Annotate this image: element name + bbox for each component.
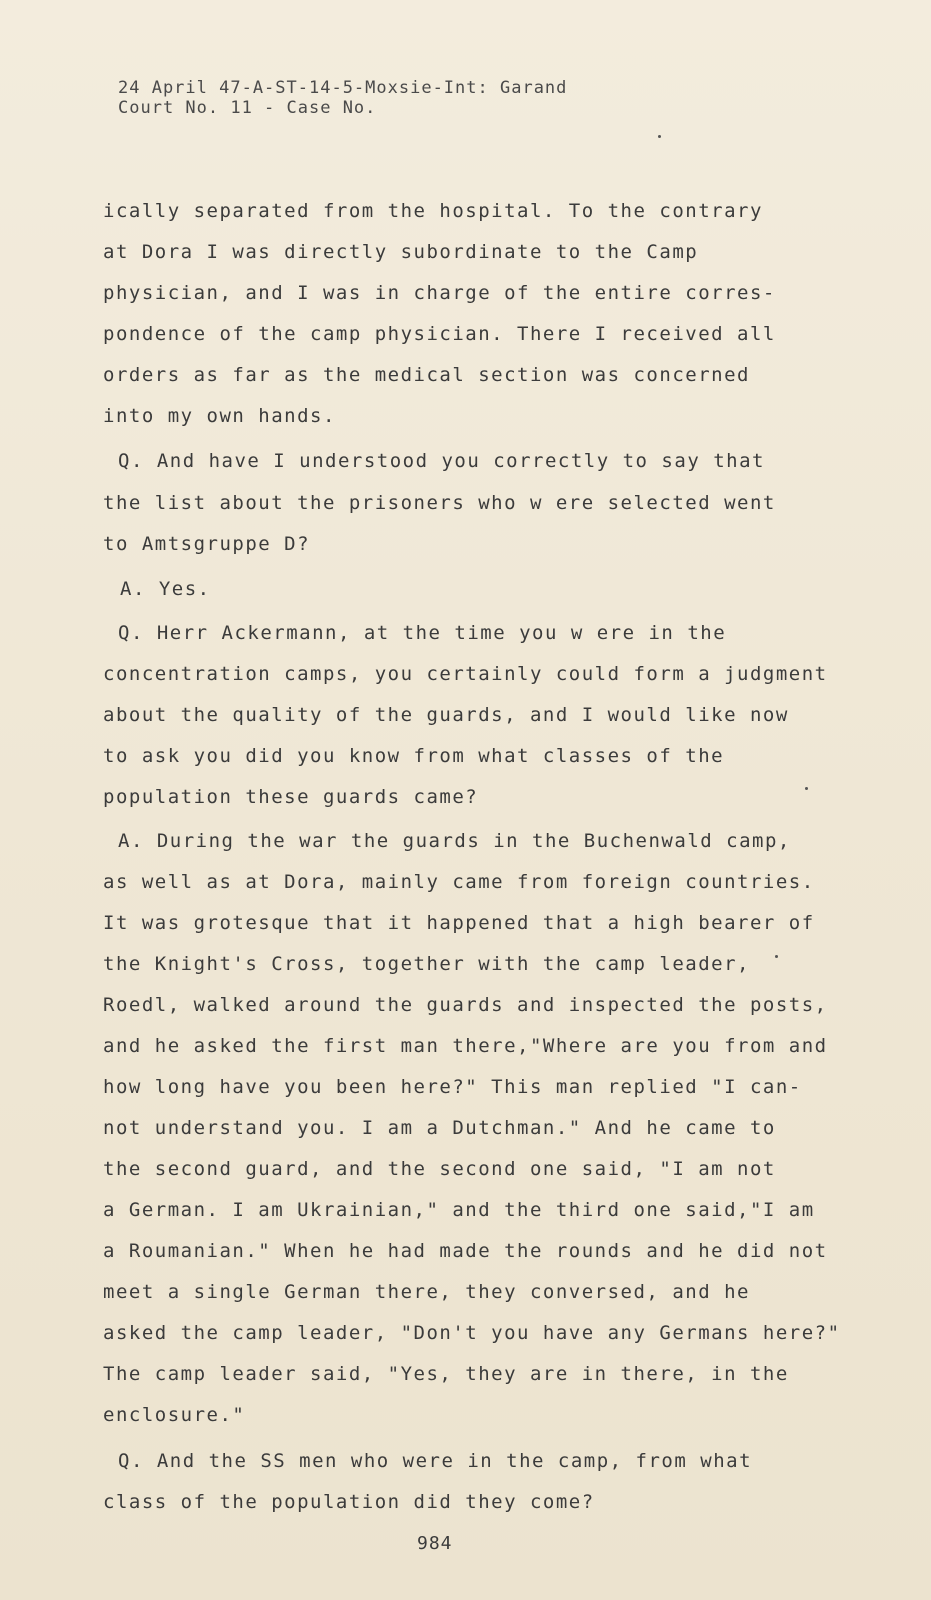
transcript-line: population these guards came?	[103, 786, 479, 808]
transcript-line: the second guard, and the second one said, "I am not	[103, 1158, 776, 1180]
transcript-line: Q. And the SS men who were in the camp, from what	[118, 1450, 753, 1472]
paper-speck	[775, 955, 778, 958]
transcript-line: class of the population did they come?	[103, 1491, 595, 1513]
transcript-line: A. During the war the guards in the Buchenwald camp,	[118, 830, 791, 852]
transcript-line: Q. And have I understood you correctly to say that	[118, 450, 765, 472]
transcript-line: to ask you did you know from what classes of the	[103, 745, 725, 767]
transcript-line: physician, and I was in charge of the entire corres-	[103, 282, 776, 304]
transcript-line: the list about the prisoners who w ere selected went	[103, 492, 776, 514]
transcript-line: into my own hands.	[103, 405, 336, 427]
transcript-line: a German. I am Ukrainian," and the third one said,"I am	[103, 1199, 815, 1221]
transcript-line: Q. Herr Ackermann, at the time you w ere in the	[118, 622, 727, 644]
transcript-line: ically separated from the hospital. To the contrary	[103, 200, 763, 222]
header-line-1: 24 April 47-A-ST-14-5-Moxsie-Int: Garand	[118, 78, 568, 98]
transcript-line: Roedl, walked around the guards and inspected the posts,	[103, 994, 828, 1016]
paper-speck	[658, 135, 661, 138]
transcript-line: pondence of the camp physician. There I received all	[103, 323, 776, 345]
transcript-line: as well as at Dora, mainly came from foreign countries.	[103, 871, 815, 893]
transcript-line: at Dora I was directly subordinate to the Camp	[103, 241, 699, 263]
transcript-line: It was grotesque that it happened that a high bearer of	[103, 912, 815, 934]
transcript-line: not understand you. I am a Dutchman." And he came to	[103, 1117, 776, 1139]
paper-speck	[805, 787, 808, 790]
transcript-line: The camp leader said, "Yes, they are in there, in the	[103, 1363, 789, 1385]
transcript-line: a Roumanian." When he had made the rounds and he did not	[103, 1240, 828, 1262]
transcript-line: concentration camps, you certainly could form a judgment	[103, 663, 828, 685]
transcript-line: and he asked the first man there,"Where are you from and	[103, 1035, 828, 1057]
header-line-2: Court No. 11 - Case No.	[118, 98, 377, 118]
transcript-line: orders as far as the medical section was concerned	[103, 364, 750, 386]
transcript-line: how long have you been here?" This man replied "I can-	[103, 1076, 802, 1098]
transcript-line: meet a single German there, they conversed, and he	[103, 1281, 750, 1303]
transcript-line: the Knight's Cross, together with the camp leader,	[103, 953, 750, 975]
transcript-line: to Amtsgruppe D?	[103, 533, 311, 555]
transcript-line: A. Yes.	[120, 578, 211, 600]
transcript-line: asked the camp leader, "Don't you have any Germans here?"	[103, 1322, 841, 1344]
document-header	[118, 78, 567, 118]
page-number: 984	[417, 1533, 453, 1554]
transcript-line: enclosure."	[103, 1404, 246, 1426]
transcript-line: about the quality of the guards, and I would like now	[103, 704, 789, 726]
